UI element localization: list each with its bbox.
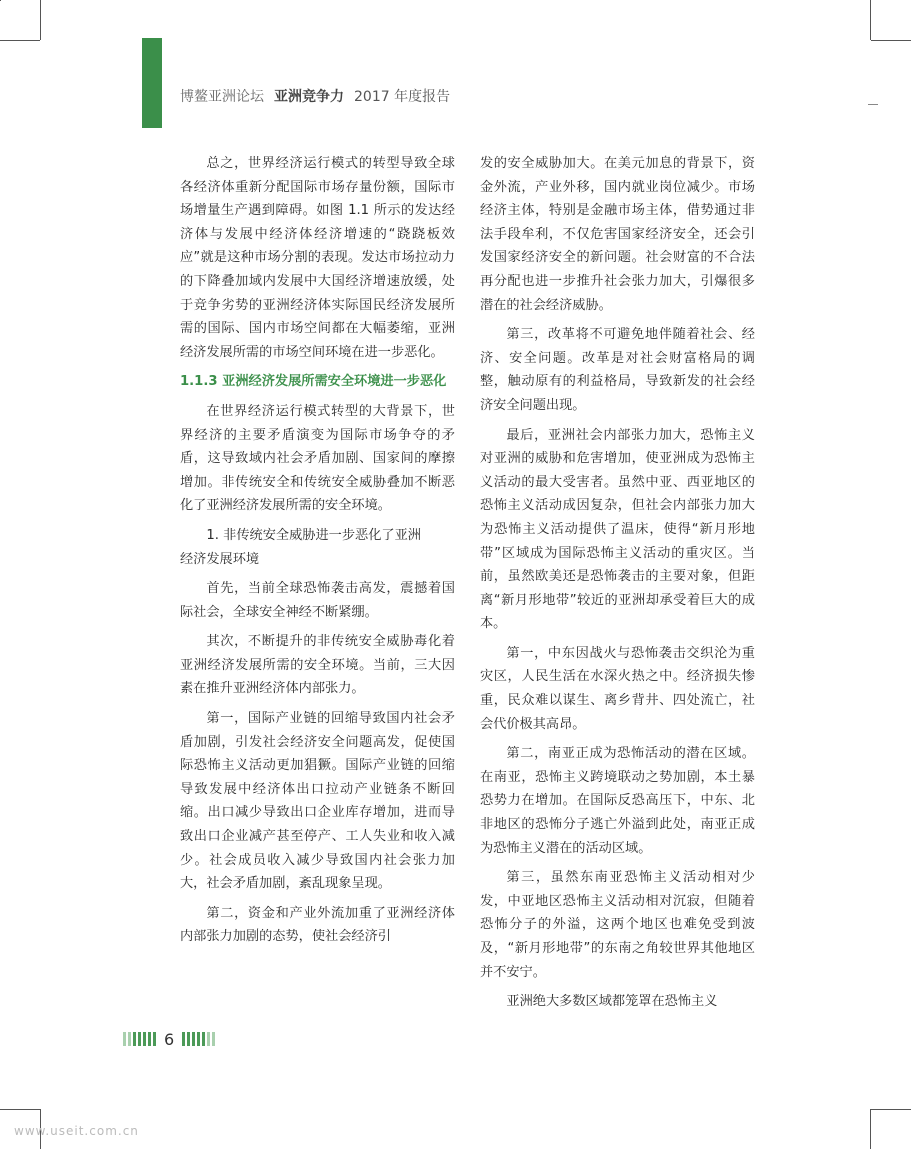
crop-mark-tl-v — [40, 0, 41, 40]
crop-mark-br-v — [870, 1109, 871, 1149]
right-column — [480, 152, 755, 1020]
header-rule — [868, 104, 878, 105]
paragraph: 首先，当前全球恐怖袭击高发，震撼着国际社会，全球安全神经不断紧绷。 — [180, 581, 455, 620]
subheading-line-1: 1. 非传统安全威胁进一步恶化了亚洲 — [206, 527, 421, 543]
left-column — [180, 152, 455, 955]
page-number: 6 — [164, 1029, 175, 1049]
paragraph: 亚洲绝大多数区域都笼罩在恐怖主义 — [506, 994, 718, 1010]
crop-mark-tl-v2 — [0, 0, 1, 1]
header-year: 2017 年度报告 — [354, 89, 451, 105]
footer-stripes-left — [123, 1032, 156, 1046]
paragraph-continued: 发的安全威胁加大。在美元加息的背景下，资金外流，产业外移，国内就业岗位减少。市场经济主体，特别是金融市场主体，借势通过非法手段牟利，不仅危害国家经济安全，还会引发国家经济安全的新问题。社会财富的不合法再分配也进一步推升社会张力加大，引爆很多潜在的社会经济威胁。 — [480, 156, 755, 313]
header-forum: 博鳌亚洲论坛 — [180, 89, 264, 105]
footer-stripes-right — [182, 1032, 215, 1046]
subheading-line-2: 经济发展环境 — [180, 551, 260, 567]
paragraph: 第三，改革将不可避免地伴随着社会、经济、安全问题。改革是对社会财富格局的调整，触动原有的利益格局，导致新发的社会经济安全问题出现。 — [480, 327, 755, 413]
section-heading: 1.1.3 亚洲经济发展所需安全环境进一步恶化 — [180, 374, 447, 390]
paragraph: 第二，资金和产业外流加重了亚洲经济体内部张力加剧的态势，使社会经济引 — [180, 905, 455, 945]
page-footer — [123, 1030, 215, 1048]
paragraph: 第一，国际产业链的回缩导致国内社会矛盾加剧，引发社会经济安全问题高发，促使国际恐怖主义活动更加猖獗。国际产业链的回缩导致发展中经济体出口拉动产业链条不断回缩。出口减少导致出口企业库存增加，进而导致出口企业减产甚至停产、工人失业和收入减少。社会成员收入减少导致国内社会张力加大，社会矛盾加剧，紊乱现象呈现。 — [180, 711, 455, 892]
crop-mark-bl-h — [0, 1109, 40, 1110]
paragraph: 第二，南亚正成为恐怖活动的潜在区域。在南亚，恐怖主义跨境联动之势加剧，本土暴恐势力在增加。在国际反恐高压下，中东、北非地区的恐怖分子逃亡外溢到此处，南亚正成为恐怖主义潜在的活动区域。 — [480, 746, 755, 856]
running-header — [180, 86, 450, 106]
paragraph: 在世界经济运行模式转型的大背景下，世界经济的主要矛盾演变为国际市场争夺的矛盾，这导致域内社会矛盾加剧、国家间的摩擦增加。非传统安全和传统安全威胁叠加不断恶化了亚洲经济发展所需的安全环境。 — [180, 403, 455, 514]
paragraph: 最后，亚洲社会内部张力加大，恐怖主义对亚洲的威胁和危害增加，使亚洲成为恐怖主义活动的最大受害者。虽然中亚、西亚地区的恐怖主义活动成因复杂，但社会内部张力加大为恐怖主义活动提供了温床，使得“新月形地带”区域成为国际恐怖主义活动的重灾区。当前，虽然欧美还是恐怖袭击的主要对象，但距离“新月形地带”较近的亚洲却承受着巨大的成本。 — [480, 427, 755, 632]
paragraph: 第三，虽然东南亚恐怖主义活动相对少发，中亚地区恐怖主义活动相对沉寂，但随着恐怖分子的外溢，这两个地区也难免受到波及，“新月形地带”的东南之角较世界其他地区并不安宁。 — [480, 870, 755, 980]
header-title: 亚洲竞争力 — [274, 89, 344, 105]
crop-mark-tr-v — [870, 0, 871, 40]
crop-mark-tl-h — [0, 40, 40, 41]
paragraph: 其次，不断提升的非传统安全威胁毒化着亚洲经济发展所需的安全环境。当前，三大因素在推升亚洲经济体内部张力。 — [180, 634, 455, 697]
paragraph: 第一，中东因战火与恐怖袭击交织沦为重灾区，人民生活在水深火热之中。经济损失惨重，民众难以谋生、离乡背井、四处流亡，社会代价极其高昂。 — [480, 645, 755, 732]
watermark: www.useit.com.cn — [14, 1124, 139, 1138]
crop-mark-tr-h — [871, 40, 911, 41]
paragraph: 总之，世界经济运行模式的转型导致全球各经济体重新分配国际市场存量份额，国际市场增量生产遇到障碍。如图 1.1 所示的发达经济体与发展中经济体经济增速的“跷跷板效应”就是这种市场分割的表现。发达市场拉动力的下降叠加域内发展中大国经济增速放缓，处于竞争劣势的亚洲经济体实际国民经济发展所需的国际、国内市场空间都在大幅萎缩，亚洲经济发展所需的市场空间环境在进一步恶化。 — [180, 156, 455, 360]
crop-mark-br-h — [871, 1109, 911, 1110]
header-accent-bar — [142, 38, 162, 128]
